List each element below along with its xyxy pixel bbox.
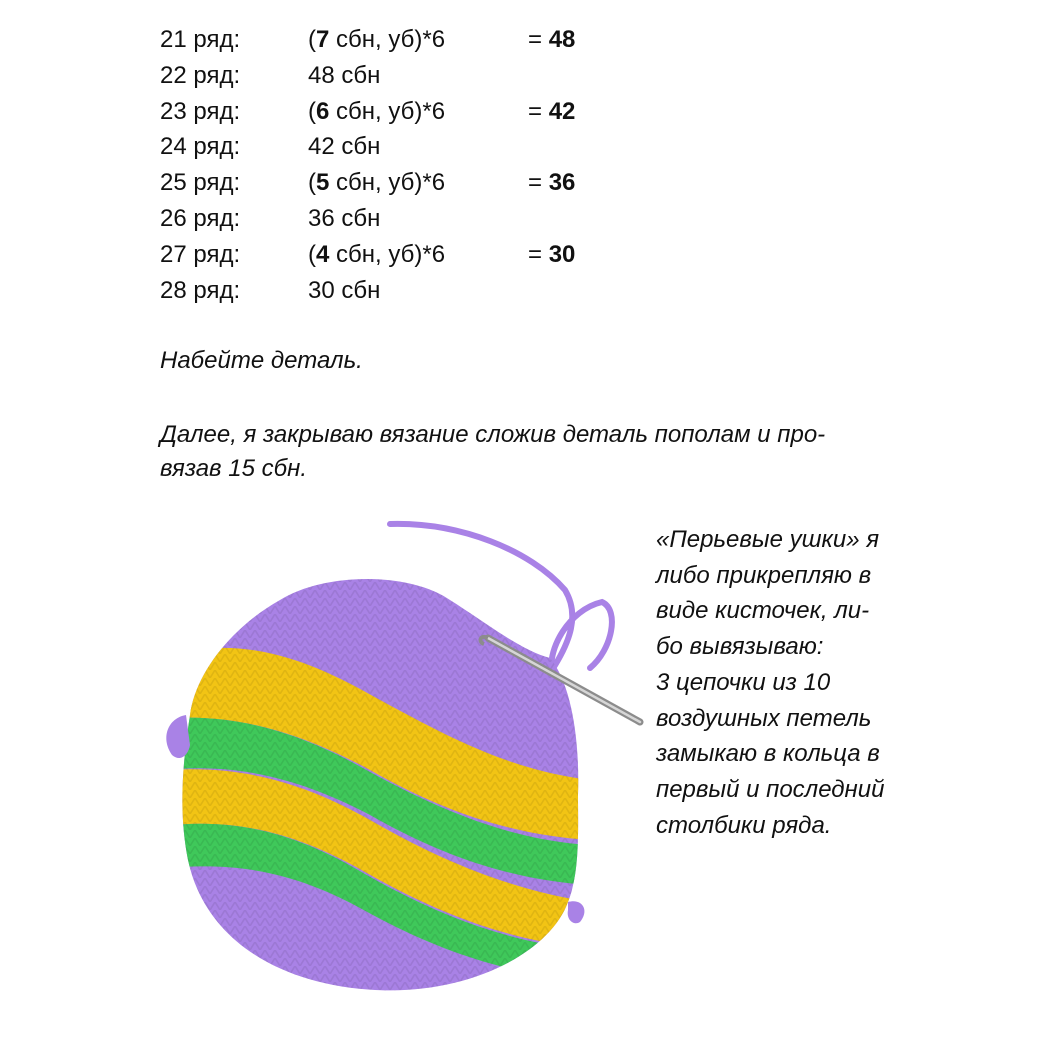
row-label: 21 ряд: <box>160 26 241 53</box>
note-line: первый и последний <box>656 775 885 803</box>
row-label: 23 ряд: <box>160 97 241 125</box>
row-formula: 48 сбн <box>308 61 381 89</box>
note-line: виде кисточек, ли- <box>656 597 870 625</box>
row-formula: (6 сбн, уб)*6 <box>308 97 446 125</box>
row-formula: (4 сбн, уб)*6 <box>308 240 446 268</box>
row-formula: 30 сбн <box>308 276 381 304</box>
row-formula: 42 сбн <box>308 133 381 161</box>
row-formula: (7 сбн, уб)*6 <box>308 26 446 53</box>
row-label: 24 ряд: <box>160 133 241 161</box>
row-total: = 42 <box>528 97 576 125</box>
feather-ears-note <box>656 522 956 843</box>
row-label: 28 ряд: <box>160 276 241 304</box>
row-label: 26 ряд: <box>160 204 241 232</box>
crochet-piece-photo <box>150 510 650 1010</box>
row-label: 27 ряд: <box>160 240 241 268</box>
row-formula: (5 сбн, уб)*6 <box>308 169 446 197</box>
row-total: = 30 <box>528 240 576 268</box>
note-line: либо прикрепляю в <box>656 561 872 589</box>
row-total: = 36 <box>528 169 576 197</box>
row-label: 25 ряд: <box>160 169 241 197</box>
close-instruction: Далее, я закрываю вязание сложив деталь пополам и про- вязав 15 сбн. <box>160 421 826 482</box>
note-line: «Перьевые ушки» я <box>656 526 880 553</box>
note-line: бо вывязываю: <box>656 633 824 661</box>
note-line: столбики ряда. <box>656 811 832 839</box>
note-line: 3 цепочки из 10 <box>656 668 831 696</box>
row-label: 22 ряд: <box>160 61 241 89</box>
row-formula: 36 сбн <box>308 204 381 232</box>
note-line: замыкаю в кольца в <box>656 740 880 768</box>
note-line: воздушных петель <box>656 704 872 732</box>
row-total: = 48 <box>528 26 576 53</box>
stuff-instruction: Набейте деталь. <box>160 347 363 374</box>
